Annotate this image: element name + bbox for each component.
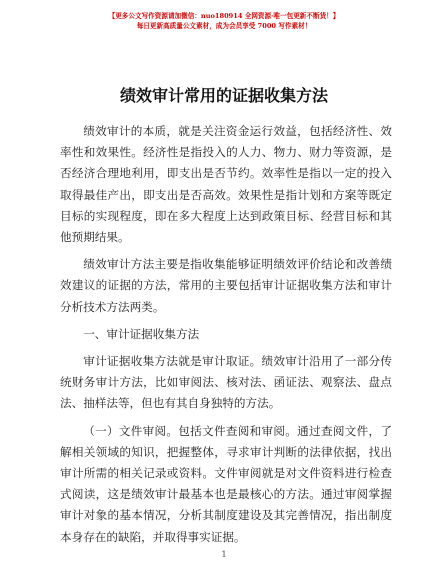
document-title: 绩效审计常用的证据收集方法 xyxy=(119,86,328,105)
paragraph-document-review: （一）文件审阅。包括文件查阅和审阅。通过查阅文件，了解相关领域的知识，把握整体，寻求审计判断的法律依据，找出审计所需的相关记录或资料。文件审阅就是对文件资料进行检查式阅读，这是绩效审计最基本也是最核心的方法。通过审阅掌握审计对象的基本情况，分析其制度建设及其完善情况，指出制度本身存在的缺陷，并取得事实证据。 xyxy=(60,423,392,544)
section-heading-evidence-collection: 一、审计证据收集方法 xyxy=(83,326,200,341)
paragraph-evidence-collection: 审计证据收集方法就是审计取证。绩效审计沿用了一部分传统财务审计方法，比如审阅法、核对法、函证法、观察法、盘点法、抽样法等，但也有其自身独特的方法。 xyxy=(60,354,392,411)
paragraph-methods-overview: 绩效审计方法主要是指收集能够证明绩效评价结论和改善绩效建议的证据的方法，常用的主要包括审计证据收集方法和审计分析技术方法两类。 xyxy=(60,257,392,314)
promo-banner-line-1: 【更多公文写作资源请加微信：nuo180914 全网资源·唯一包更新不断货！】 xyxy=(108,12,340,20)
document-body xyxy=(60,121,392,554)
paragraph-intro: 绩效审计的本质，就是关注资金运行效益，包括经济性、效率性和效果性。经济性是指投入的人力、物力、财力等资源，是否经济合理地利用，即支出是否节约。效率性是指以一定的投入取得最佳产出，即支出是否高效。效果性是指计划和方案等既定目标的实现程度，即在多大程度上达到政策目标、经营目标和其他预期结果。 xyxy=(60,124,392,245)
page-number: 1 xyxy=(221,550,227,559)
promo-banner-line-2: 每日更新高质量公文素材，成为会员享受 7000 写作素材！ xyxy=(136,22,312,30)
